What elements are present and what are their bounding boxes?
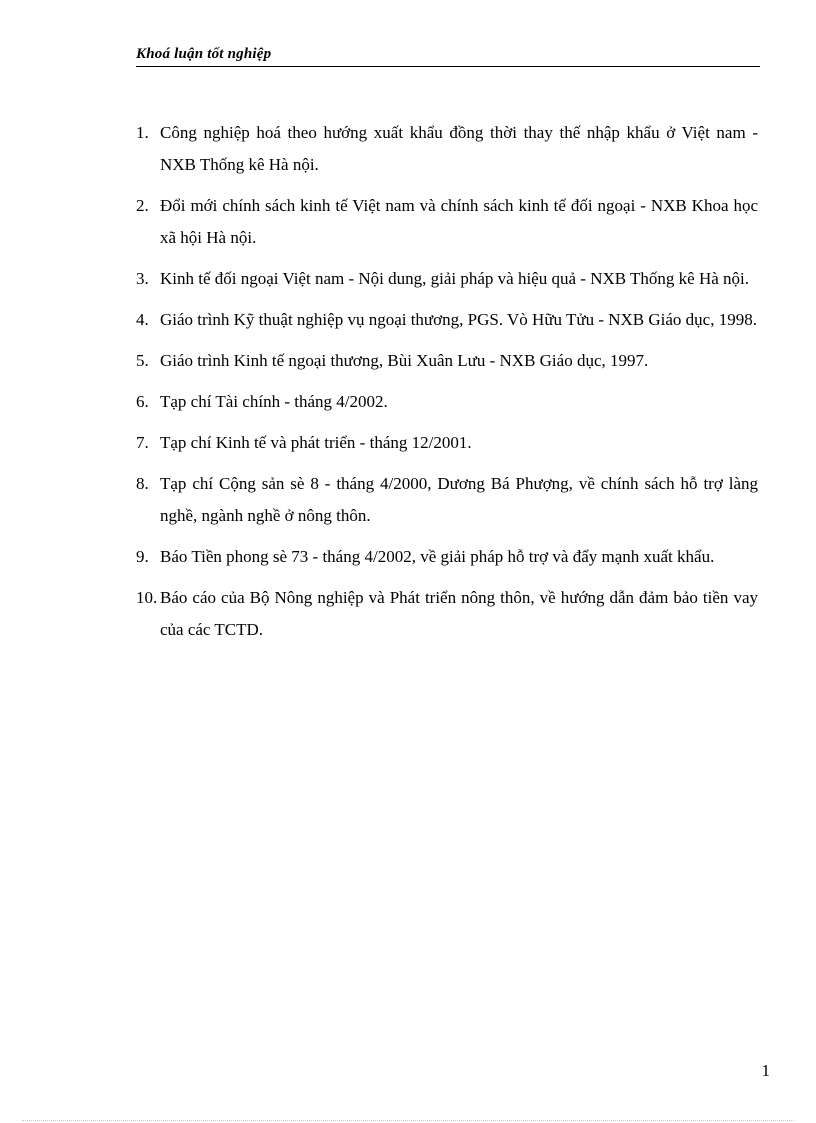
reference-item (136, 386, 758, 418)
reference-text: Giáo trình Kinh tế ngoại thương, Bùi Xuân Lưu - NXB Giáo dục, 1997. (160, 351, 649, 370)
reference-item (136, 190, 758, 254)
reference-number: 5. (136, 351, 149, 370)
reference-item (136, 541, 758, 573)
reference-number: 7. (136, 433, 149, 452)
reference-item (136, 304, 758, 336)
reference-item (136, 263, 758, 295)
reference-item (136, 427, 758, 459)
reference-number: 1. (136, 123, 149, 142)
reference-number: 9. (136, 547, 149, 566)
reference-item (136, 117, 758, 181)
reference-item (136, 468, 758, 532)
page-number: 1 (761, 1061, 770, 1080)
reference-text: Tạp chí Kinh tế và phát triển - tháng 12/2001. (160, 433, 472, 452)
page-header (136, 44, 760, 67)
reference-number: 4. (136, 310, 149, 329)
reference-text: Công nghiệp hoá theo hướng xuất khẩu đồng thời thay thế nhập khẩu ở Việt nam - NXB Thống kê Hà nội. (160, 123, 758, 174)
reference-item (136, 582, 758, 646)
reference-text: Giáo trình Kỹ thuật nghiệp vụ ngoại thương, PGS. Vò Hữu Tửu - NXB Giáo dục, 1998. (160, 310, 757, 329)
page-bottom-divider (22, 1120, 794, 1121)
reference-list (136, 117, 758, 655)
reference-number: 2. (136, 196, 149, 215)
reference-text: Đổi mới chính sách kinh tế Việt nam và chính sách kinh tế đối ngoại - NXB Khoa học xã hội Hà nội. (160, 196, 758, 247)
reference-number: 6. (136, 392, 149, 411)
reference-text: Báo cáo của Bộ Nông nghiệp và Phát triển nông thôn, về hướng dẫn đảm bảo tiền vay của các TCTD. (160, 588, 758, 639)
reference-text: Tạp chí Tài chính - tháng 4/2002. (160, 392, 388, 411)
reference-number: 8. (136, 474, 149, 493)
reference-item (136, 345, 758, 377)
reference-text: Kinh tế đối ngoại Việt nam - Nội dung, giải pháp và hiệu quả - NXB Thống kê Hà nội. (160, 269, 749, 288)
reference-number: 10. (136, 588, 158, 607)
reference-text: Tạp chí Cộng sản sè 8 - tháng 4/2000, Dương Bá Phượng, về chính sách hỗ trợ làng nghề, ngành nghề ở nông thôn. (160, 474, 758, 525)
reference-text: Báo Tiền phong sè 73 - tháng 4/2002, về giải pháp hỗ trợ và đẩy mạnh xuất khẩu. (160, 547, 715, 566)
reference-number: 3. (136, 269, 149, 288)
header-title: Khoá luận tốt nghiệp (136, 46, 272, 62)
